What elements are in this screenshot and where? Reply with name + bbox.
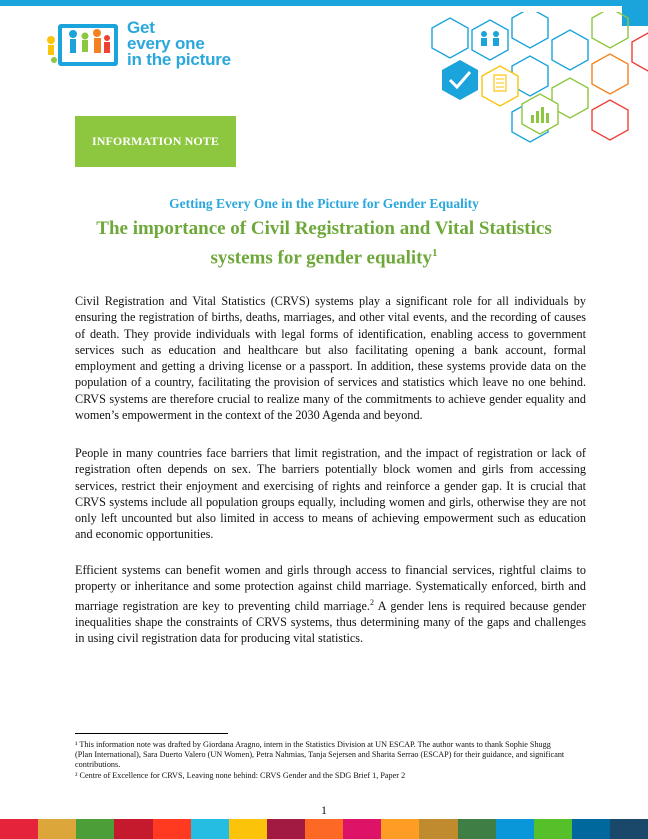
document-subtitle: Getting Every One in the Picture for Gender Equality [169,196,479,211]
bottom-bar-segment [38,819,76,839]
logo-line-2: every one [127,34,205,53]
footnote-1: ¹ This information note was drafted by Giordana Aragno, intern in the Statistics Division at UN ESCAP. The author wants to thank Sophie Shugg (Plan International), Sara Duerto Valero (UN Women), Petra Nahmias, Tanja Sejersen and Sharita Serrao (ESCAP) for their guidance, and significant contributions. [75,740,565,770]
paragraph-1: Civil Registration and Vital Statistics (CRVS) systems play a significant role for all individuals by ensuring the registration of births, deaths, marriages, and other vital events, and the recording of causes of death. They provide individuals with legal forms of identification, enabling access to government services such as education and healthcare but also facilitating opening a bank account, formal employment and getting a driving license or a passport. In addition, these systems provide data on the population of a country, facilitating the provision of services and statistics which leave no one behind. CRVS systems are therefore crucial to realize many of the commitments to achieve gender equality and women’s empowerment in the context of the 2030 Agenda and beyond. [75,294,586,423]
bottom-bar-segment [419,819,457,839]
logo-text [127,20,231,68]
hexagon-blue-1 [432,18,468,58]
bottom-bar-segment [381,819,419,839]
hexagon-blue-2 [512,12,548,48]
paragraph-3: Efficient systems can benefit women and girls through access to financial services, rightful claims to property or inheritance and some protection against child marriage. Systematically enforced, birth and marriage registration are key to preventing child marriage.$^2$ A gender lens is required because gender inequalities shape the constraints of CRVS systems, thus determining many of the gaps and challenges in using civil registration data for producing vital statistics. [75,563,586,646]
title-footnote-ref: 1 [431,247,438,259]
bottom-bar-segment [153,819,191,839]
bottom-bar-segment [343,819,381,839]
logo-line-1: Get [127,18,155,37]
top-accent-bar [0,0,648,6]
bottom-color-bar [0,819,648,839]
bottom-bar-segment [76,819,114,839]
hexagon-red-1 [632,32,648,72]
footnote-divider [75,733,228,734]
page-number: 1 [321,803,327,817]
hexagon-red-2 [592,100,628,140]
bottom-bar-segment [229,819,267,839]
bottom-bar-segment [0,819,38,839]
hexagon-orange-1 [592,54,628,94]
bottom-bar-segment [572,819,610,839]
bottom-bar-segment [610,819,648,839]
hexagon-green-1 [592,12,628,48]
bottom-bar-segment [191,819,229,839]
title-line-2: systems for gender equality$^1$ [210,247,438,269]
bottom-bar-segment [114,819,152,839]
bottom-bar-segment [305,819,343,839]
paragraph-3-footnote-ref: 2 [369,597,374,607]
information-note-badge: INFORMATION NOTE [75,116,236,167]
bottom-bar-segment [458,819,496,839]
bottom-bar-segment [534,819,572,839]
footnote-2: ² Centre of Excellence for CRVS, Leaving none behind: CRVS Gender and the SDG Brief 1, Paper 2 [75,770,406,780]
logo-frame-icon [42,18,122,70]
logo-line-3: in the picture [127,50,231,69]
bottom-bar-segment [267,819,305,839]
hexagon-blue-3 [552,30,588,70]
bottom-bar-segment [496,819,534,839]
hexagon-pattern [404,12,648,158]
title-line-1: The importance of Civil Registration and Vital Statistics [96,218,552,239]
paragraph-2: People in many countries face barriers that limit registration, and the impact of registration or lack of registration often depends on sex. The barriers potentially block women and girls from accessing services, restrict their enjoyment and exercising of rights and reinforce a gender gap. It is crucial that CRVS systems include all population groups equally, including women and girls, otherwise they are not only left uncounted but also limited in access to means of achieving empowerment such as education and economic opportunities. [75,446,586,542]
people-hexagon-icon [472,20,508,60]
footnotes [75,740,570,781]
checkmark-hexagon-icon [442,60,478,100]
document-title [0,216,648,270]
